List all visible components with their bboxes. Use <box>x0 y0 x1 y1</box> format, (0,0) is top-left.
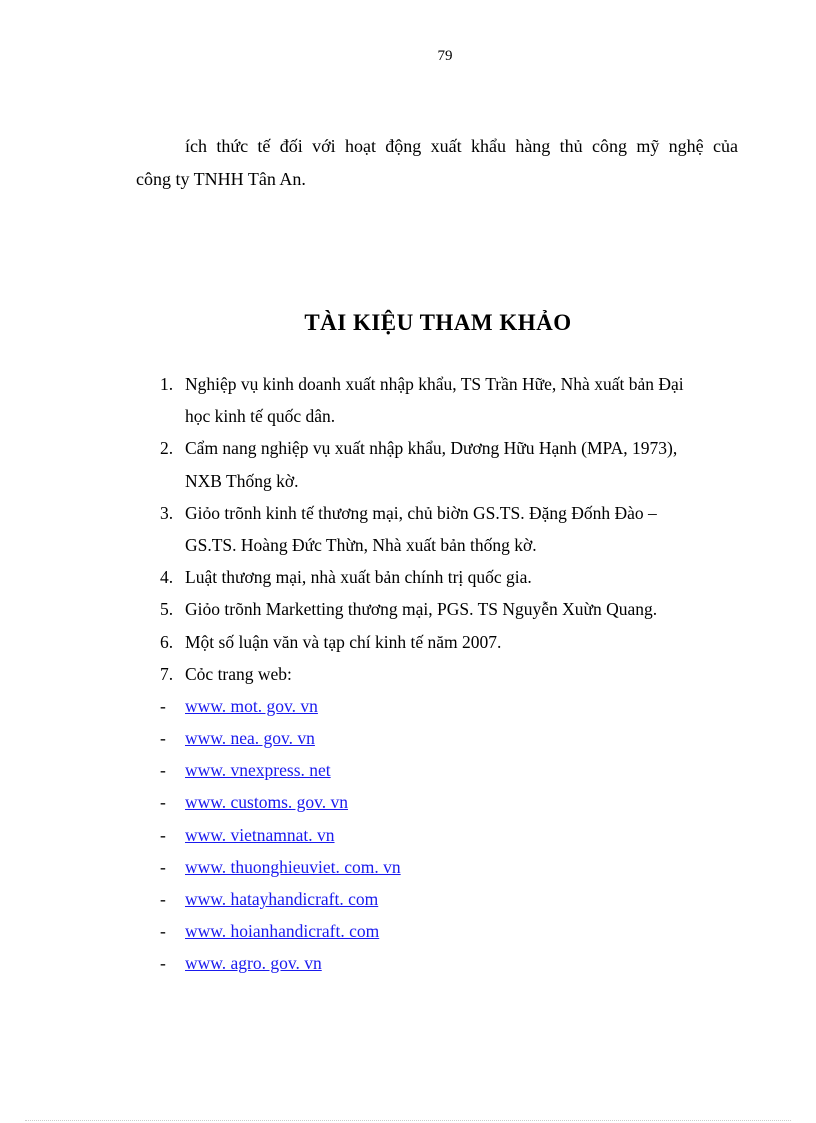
website-dash: - <box>160 760 166 781</box>
reference-text: Cẩm nang nghiệp vụ xuất nhập khẩu, Dương Hữu Hạnh (MPA, 1973), <box>185 438 678 459</box>
reference-number: 5. <box>160 599 174 620</box>
website-link-agro[interactable]: www. agro. gov. vn <box>185 953 322 974</box>
reference-item <box>155 561 755 593</box>
website-dash: - <box>160 889 166 910</box>
reference-number: 4. <box>160 567 174 588</box>
website-dash: - <box>160 856 166 877</box>
reference-text-continued: học kinh tế quốc dân. <box>185 406 336 427</box>
website-item <box>155 883 755 915</box>
website-item <box>155 851 755 883</box>
reference-item <box>155 626 755 658</box>
website-link-nea[interactable]: www. nea. gov. vn <box>185 728 315 749</box>
website-dash: - <box>160 921 166 942</box>
reference-text: Giỏo trõnh Marketting thương mại, PGS. TS Nguyễn Xuừn Quang. <box>185 599 658 620</box>
reference-number: 3. <box>160 502 174 523</box>
reference-text: Nghiệp vụ kinh doanh xuất nhập khẩu, TS Trần Hữe, Nhà xuất bản Đại <box>185 374 684 394</box>
website-item <box>155 947 755 979</box>
references-heading: TÀI KIỆU THAM KHẢO <box>304 310 572 335</box>
reference-text: Luật thương mại, nhà xuất bản chính trị quốc gia. <box>185 567 532 588</box>
website-item <box>155 786 755 818</box>
website-item <box>155 819 755 851</box>
page-bottom-divider <box>25 1120 791 1121</box>
reference-text-continued: GS.TS. Hoàng Đức Thừn, Nhà xuất bản thống kờ. <box>185 534 537 555</box>
reference-item <box>155 432 755 496</box>
website-link-thuonghieuviet[interactable]: www. thuonghieuviet. com. vn <box>185 856 401 877</box>
reference-item <box>155 368 755 432</box>
reference-number: 2. <box>160 438 174 459</box>
reference-number: 6. <box>160 631 174 652</box>
reference-text-continued: NXB Thống kờ. <box>185 470 299 491</box>
reference-item <box>155 593 755 625</box>
intro-line-2: công ty TNHH Tân An. <box>136 169 306 189</box>
website-link-mot[interactable]: www. mot. gov. vn <box>185 695 318 716</box>
website-dash: - <box>160 792 166 813</box>
reference-item <box>155 497 755 561</box>
references-list <box>155 368 755 980</box>
website-link-hoianhandicraft[interactable]: www. hoianhandicraft. com <box>185 921 380 942</box>
website-item <box>155 915 755 947</box>
reference-number: 1. <box>160 374 174 394</box>
website-link-vnexpress[interactable]: www. vnexpress. net <box>185 760 331 781</box>
website-item <box>155 754 755 786</box>
website-dash: - <box>160 695 166 716</box>
intro-line-1: ích thức tế đối với hoạt động xuất khẩu hàng thủ công mỹ nghệ của <box>185 136 738 156</box>
page-number: 79 <box>437 48 453 64</box>
website-dash: - <box>160 824 166 845</box>
website-item <box>155 690 755 722</box>
reference-text: Giỏo trõnh kinh tế thương mại, chủ biờn GS.TS. Đặng Đốnh Đào – <box>185 502 657 523</box>
reference-number: 7. <box>160 663 174 684</box>
website-link-hatayhandicraft[interactable]: www. hatayhandicraft. com <box>185 889 379 910</box>
website-dash: - <box>160 728 166 749</box>
website-link-vietnamnat[interactable]: www. vietnamnat. vn <box>185 824 335 845</box>
website-item <box>155 722 755 754</box>
reference-text: Cỏc trang web: <box>185 663 292 684</box>
reference-item <box>155 658 755 690</box>
intro-paragraph <box>136 130 738 196</box>
website-link-customs[interactable]: www. customs. gov. vn <box>185 792 349 813</box>
reference-text: Một số luận văn và tạp chí kinh tế năm 2007. <box>185 631 502 652</box>
website-dash: - <box>160 953 166 974</box>
